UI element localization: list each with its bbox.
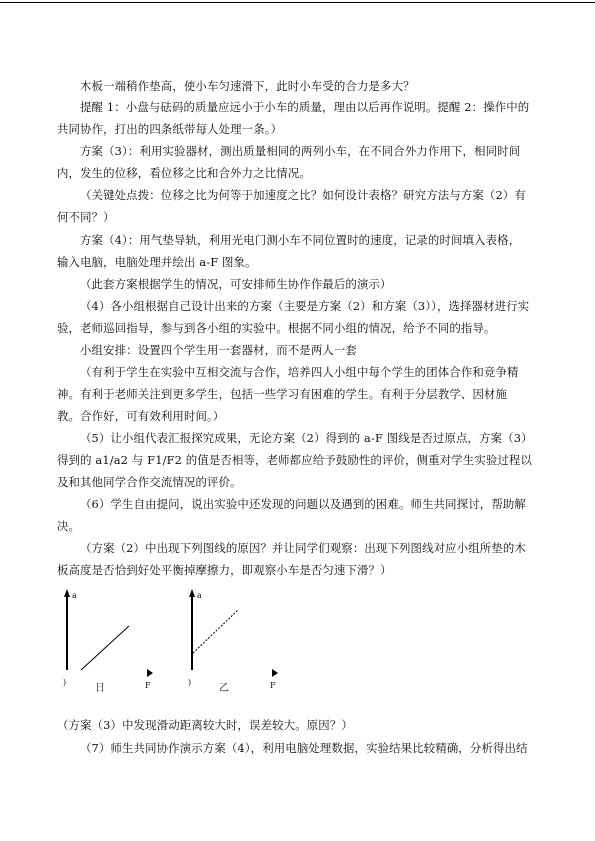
graph-left-y-label: a (72, 591, 77, 600)
graph-right-y-arrow (189, 589, 195, 597)
text-line: 得到的 a1/a2 与 F1/F2 的值是否相等，老师都应给予鼓励性的评价，侧重对学生实验过程以 (57, 453, 533, 467)
text-line: 神。有利于老师关注到更多学生，包括一些学习有困难的学生。有利于分层教学、因材施 (57, 387, 508, 401)
text-line: 验，老师巡回指导，参与到各小组的实验中。根据不同小组的情况，给予不同的指导。 (57, 321, 496, 335)
text-line: 小组安排：设置四个学生用一套器材，而不是两人一套 (80, 343, 357, 357)
graph-right-caption: 乙 (219, 683, 229, 694)
text-line: 输入电脑，电脑处理并绘出 a-F 图象。 (57, 255, 257, 269)
graph-right-x-arrow (272, 669, 278, 677)
graph-left-y-arrow (64, 589, 70, 597)
text-line: 木板一端稍作垫高，使小车匀速滑下，此时小车受的合力是多大？ (80, 79, 415, 93)
text-line: （此套方案根据学生的情况，可安排师生协作作最后的演示） (80, 277, 392, 291)
text-line: 提醒 1：小盘与砝码的质量应远小于小车的质量，理由以后再作说明。提醒 2：操作中的 (80, 100, 530, 114)
graph-right-x-label: F (270, 681, 276, 690)
graph-right (180, 585, 290, 695)
graph-right-y-label: a (197, 591, 202, 600)
text-line: 方案（4）：用气垫导轨，利用光电门测小车不同位置时的速度，记录的时间填入表格， (80, 233, 521, 247)
graph-right-origin-label: ) (188, 678, 192, 687)
graph-left-caption: 日 (95, 683, 105, 694)
text-line: 何不同？） (57, 210, 115, 224)
text-line: 及和其他同学合作交流情况的评价。 (57, 475, 242, 489)
graph-left-line (81, 626, 129, 670)
top-rule (0, 2, 595, 3)
text-line: 共同协作，打出的四条纸带每人处理一条。） (57, 122, 283, 136)
graph-left (55, 585, 165, 695)
text-line: 决。 (57, 519, 81, 533)
text-line: 板高度是否恰到好处平衡掉摩擦力，即观察小车是否匀速下滑？） (57, 563, 392, 577)
text-line: （7）师生共同协作演示方案（4），利用电脑处理数据，实验结果比较精确，分析得出结 (80, 741, 528, 755)
text-line: （5）让小组代表汇报探究成果，无论方案（2）得到的 a-F 图线是否过原点，方案（3） (80, 431, 533, 445)
text-line: 方案（3）：利用实验器材，测出质量相同的两列小车，在不同合外力作用下，相同时间 (80, 144, 521, 158)
text-line: （6）学生自由提问，说出实验中还发现的问题以及遇到的困难。师生共同探讨，帮助解 (80, 497, 526, 511)
graph-left-origin-label: ) (63, 678, 67, 687)
graph-left-x-label: F (145, 681, 151, 690)
graph-right-line (193, 610, 238, 653)
text-line: （有利于学生在实验中互相交流与合作，培养四人小组中每个学生的团体合作和竞争精 (80, 365, 519, 379)
graph-left-x-arrow (147, 669, 153, 677)
text-line: （4）各小组根据自己设计出来的方案（主要是方案（2）和方案（3）），选择器材进行实 (80, 299, 530, 313)
text-line: 内，发生的位移，看位移之比和合外力之比情况。 (57, 166, 311, 180)
text-line: （关键处点拨：位移之比为何等于加速度之比？如何设计表格？研究方法与方案（2）有 (80, 188, 526, 202)
text-line: 教。合作好，可有效利用时间。） (57, 409, 225, 423)
text-line: （方案（3）中发现滑动距离较大时，误差较大。原因？） (57, 718, 353, 732)
text-line: （方案（2）中出现下列图线的原因？并让同学们观察：出现下列图线对应小组所垫的木 (80, 541, 526, 555)
